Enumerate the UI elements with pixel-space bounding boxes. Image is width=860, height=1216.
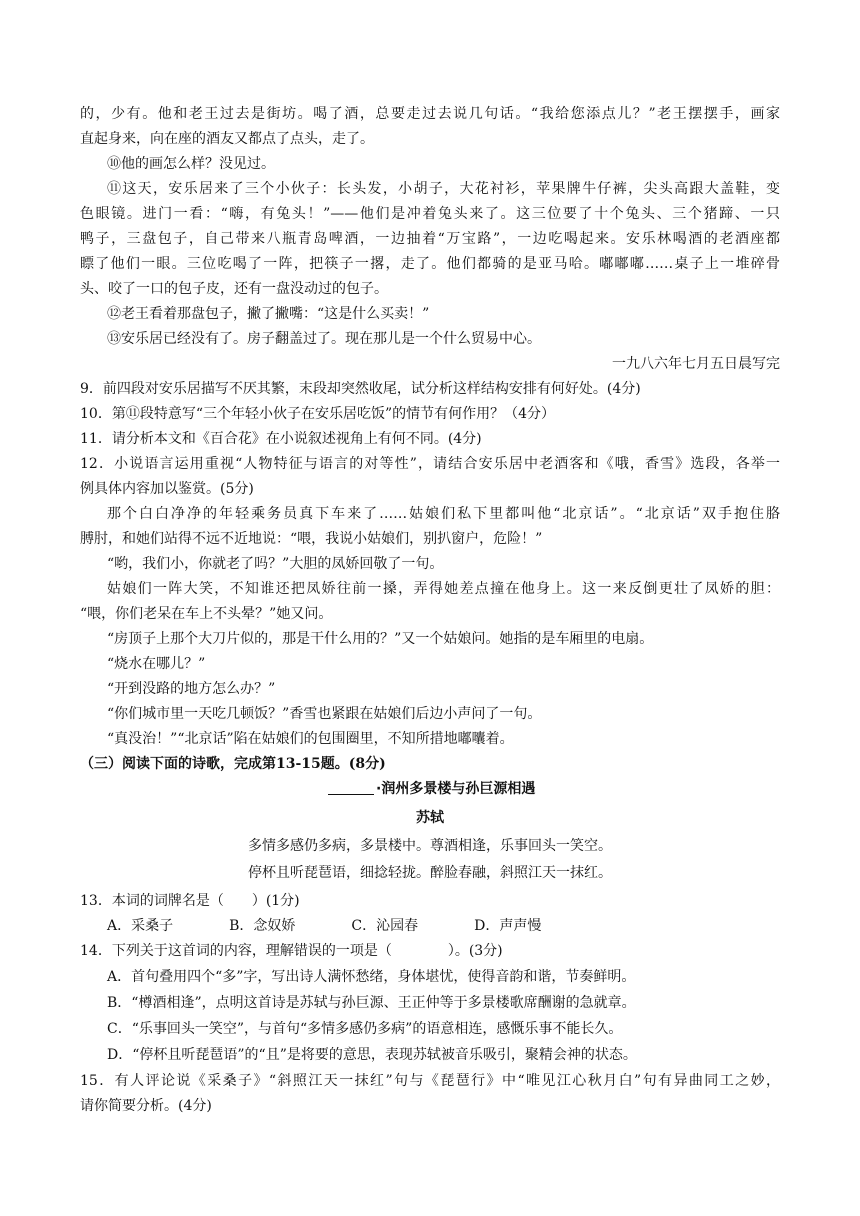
excerpt-paragraph: “烧水在哪儿？”: [107, 656, 206, 672]
story-paragraph-11-line: ⑪这天，安乐居来了三个小伙子：长头发，小胡子，大花衬衫，苹果牌牛仔裤，尖头高跟大盖鞋，变: [107, 181, 780, 197]
story-paragraph-12: ⑫老王看着那盘包子，撇了撇嘴：“这是什么买卖！”: [107, 306, 430, 322]
question-14-option-b: B．“樽酒相逢”，点明这首诗是苏轼与孙巨源、王正仲等于多景楼歌席酬谢的急就章。: [107, 995, 636, 1011]
question-14-option-d: D．“停杯且听琵琶语”的“且”是将要的意思，表现苏轼被音乐吸引，聚精会神的状态。: [107, 1047, 637, 1063]
question-10: 10．第⑪段特意写“三个年轻小伙子在安乐居吃饭”的情节有何作用？（4分）: [80, 406, 556, 422]
excerpt-paragraph-line: 膊肘，和她们站得不远不近地说：“喂，我说小姑娘们，别扒窗户，危险！”: [80, 531, 543, 547]
question-15-line: 15．有人评论说《采桑子》“斜照江天一抹红”句与《琵琶行》中“唯见江心秋月白”句有异曲同工之妙，: [80, 1073, 780, 1089]
question-13: 13．本词的词牌名是（ ）(1分): [80, 893, 300, 909]
excerpt-paragraph: “真没治！”“北京话”陷在姑娘们的包围圈里，不知所措地嘟囔着。: [107, 731, 514, 747]
excerpt-paragraph: “你们城市里一天吃几顿饭？”香雪也紧跟在姑娘们后边小声问了一句。: [107, 706, 542, 722]
excerpt-paragraph-line: 姑娘们一阵大笑，不知谁还把凤娇往前一搡，弄得她差点撞在他身上。这一来反倒更壮了凤娇的胆：: [107, 581, 780, 597]
poem-title: ·润州多景楼与孙巨源相遇: [376, 781, 536, 797]
story-date: 一九八六年七月五日晨写完: [612, 356, 780, 372]
question-15-line: 请你简要分析。(4分): [80, 1098, 212, 1114]
poem-title-row: [328, 779, 535, 799]
story-paragraph-10: ⑩他的画怎么样？没见过。: [107, 156, 275, 172]
section-heading: （三）阅读下面的诗歌，完成第13-15题。(8分): [80, 756, 386, 772]
question-12-line: 12．小说语言运用重视“人物特征与语言的对等性”，请结合安乐居中老酒客和《哦，香雪》选段，各举一: [80, 456, 780, 472]
answer-blank-line: [328, 780, 374, 795]
question-12-line: 例具体内容加以鉴赏。(5分): [80, 481, 254, 497]
question-14-option-c: C．“乐事回头一笑空”，与首句“多情多感仍多病”的语意相连，感慨乐事不能长久。: [107, 1021, 623, 1037]
excerpt-paragraph-line: 那个白白净净的年轻乘务员真下车来了……姑娘们私下里都叫他“北京话”。“北京话”双手抱住胳: [107, 506, 780, 522]
story-paragraph-line: 的，少有。他和老王过去是街坊。喝了酒，总要走过去说几句话。“我给您添点儿？”老王摆摆手，画家: [80, 106, 780, 122]
excerpt-paragraph: “房顶子上那个大刀片似的，那是干什么用的？”又一个姑娘问。她指的是车厢里的电扇。: [107, 631, 654, 647]
story-paragraph-11-line: 瞟了他们一眼。三位吃喝了一阵，把筷子一撂，走了。他们都骑的是亚马哈。嘟嘟嘟……桌子上一堆碎骨: [80, 256, 780, 272]
question-11: 11．请分析本文和《百合花》在小说叙述视角上有何不同。(4分): [80, 431, 482, 447]
story-paragraph-13: ⑬安乐居已经没有了。房子翻盖过了。现在那儿是一个什么贸易中心。: [107, 331, 541, 347]
poem-author: 苏轼: [416, 810, 444, 826]
question-14-option-a: A．首句叠用四个“多”字，写出诗人满怀愁绪，身体堪忧，使得音韵和谐，节奏鲜明。: [107, 969, 636, 985]
story-paragraph-line: 直起身来，向在座的酒友又都点了点头，走了。: [80, 131, 374, 147]
question-13-options: A．采桑子 B．念奴娇 C．沁园春 D．声声慢: [107, 918, 542, 934]
poem-line: 多情多感仍多病，多景楼中。尊酒相逢，乐事回头一笑空。: [248, 838, 612, 854]
story-paragraph-11-line: 色眼镜。进门一看：“嗨，有兔头！”——他们是冲着兔头来了。这三位要了十个兔头、三个猪蹄、一只: [80, 206, 780, 222]
question-14: 14．下列关于这首词的内容，理解错误的一项是（ ）。(3分): [80, 943, 503, 959]
excerpt-paragraph: “哟，我们小，你就老了吗？”大胆的凤娇回敬了一句。: [107, 556, 444, 572]
excerpt-paragraph: “开到没路的地方怎么办？”: [107, 681, 276, 697]
poem-line: 停杯且听琵琶语，细捻轻拢。醉脸春融，斜照江天一抹红。: [248, 865, 612, 881]
excerpt-paragraph-line: “喂，你们老呆在车上不头晕？”她又问。: [80, 606, 333, 622]
question-9: 9．前四段对安乐居描写不厌其繁，末段却突然收尾，试分析这样结构安排有何好处。(4分): [80, 381, 641, 397]
story-paragraph-11-line: 头、咬了一口的包子皮，还有一盘没动过的包子。: [80, 281, 388, 297]
story-paragraph-11-line: 鸭子，三盘包子，自己带来八瓶青岛啤酒，一边抽着“万宝路”，一边吃喝起来。安乐林喝酒的老酒座都: [80, 231, 780, 247]
